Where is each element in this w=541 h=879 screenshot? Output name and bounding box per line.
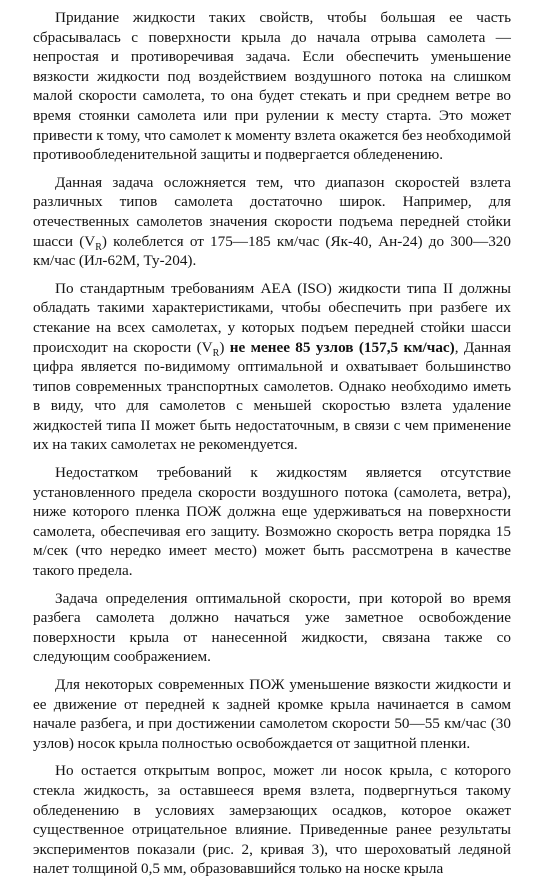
- paragraph-3: [33, 279, 511, 455]
- paragraph-3-text-start: По стандартным требованиям AEA (ISO) жидкости типа II должны обладать такими характеристиками, чтобы обеспечить при разбеге их стекание на всех самолетах, у которых подъем передней стойки шасси происходит на скорости (V: [33, 279, 511, 356]
- paragraph-2-text-start: Данная задача осложняется тем, что диапазон скоростей взлета различных типов самолета достаточно широк. Например, для отечественных самолетов значения скорости подъема передней стойки шасси (V: [33, 173, 511, 250]
- paragraph-1: Придание жидкости таких свойств, чтобы большая ее часть сбрасывалась с поверхности крыла до начала отрыва самолета — непростая и противоречивая задача. Если обеспечить уменьшение вязкости жидкости под воздействием воздушного потока на слишком малой скорости самолета, то она будет стекать и при среднем ветре во время стоянки самолета или при рулении к месту старта. Это может привести к тому, что самолет к моменту взлета окажется без необходимой противообледенительной защиты и подвергается обледенению.: [33, 9, 511, 164]
- paragraph-6: Для некоторых современных ПОЖ уменьшение вязкости жидкости и ее движение от передней к задней кромке крыла начинается в самом начале разбега, и при достижении самолетом скорости 50—55 км/час (30 узлов) носок крыла полностью освобождается от защитной пленки.: [33, 676, 511, 752]
- subscript-r: R: [95, 241, 102, 253]
- subscript-r: R: [212, 347, 220, 359]
- document-page: [33, 8, 511, 879]
- paragraph-3-bold-speed: не менее 85 узлов (157,5 км/час): [229, 338, 455, 356]
- paragraph-5: Задача определения оптимальной скорости, при которой во время разбега самолета должно начаться уже заметное освобождение поверхности крыла от нанесенной жидкости, связана также со следующим соображением.: [33, 589, 511, 666]
- paragraph-3-text-end: , Данная цифра является по-видимому оптимальной и охватывает большинство типов современных транспортных самолетов. Однако необходимо иметь в виду, что для самолетов с меньшей скоростью взлета удаление жидкостей типа II может быть недостаточным, в связи с чем применение их на таких самолетах не рекомендуется.: [33, 338, 511, 454]
- paragraph-4: Недостатком требований к жидкостям является отсутствие установленного предела скорости воздушного потока (самолета, ветра), ниже которого пленка ПОЖ должна еще удерживаться на поверхности самолета, обеспечивая его защиту. Возможно скорость ветра порядка 15 м/сек (что нередко имеет место) может быть рассмотрена в качестве такого предела.: [33, 464, 511, 580]
- paragraph-2: [33, 173, 511, 271]
- paragraph-7: Но остается открытым вопрос, может ли носок крыла, с которого стекла жидкость, за оставшееся время взлета, подвергнуться такому обледенению в условиях замерзающих осадков, которое окажет существенное отрицательное влияние. Приведенные ранее результаты экспериментов показали (рис. 2, кривая 3), что шероховатый ледяной налет толщиной 0,5 мм, образовавшийся только на носке крыла: [33, 762, 511, 878]
- paragraph-2-text-end: ) колеблется от 175—185 км/час (Як-40, Ан-24) до 300—320 км/час (Ил-62М, Ту-204).: [33, 232, 511, 270]
- paragraph-3-text-mid: ): [219, 338, 230, 356]
